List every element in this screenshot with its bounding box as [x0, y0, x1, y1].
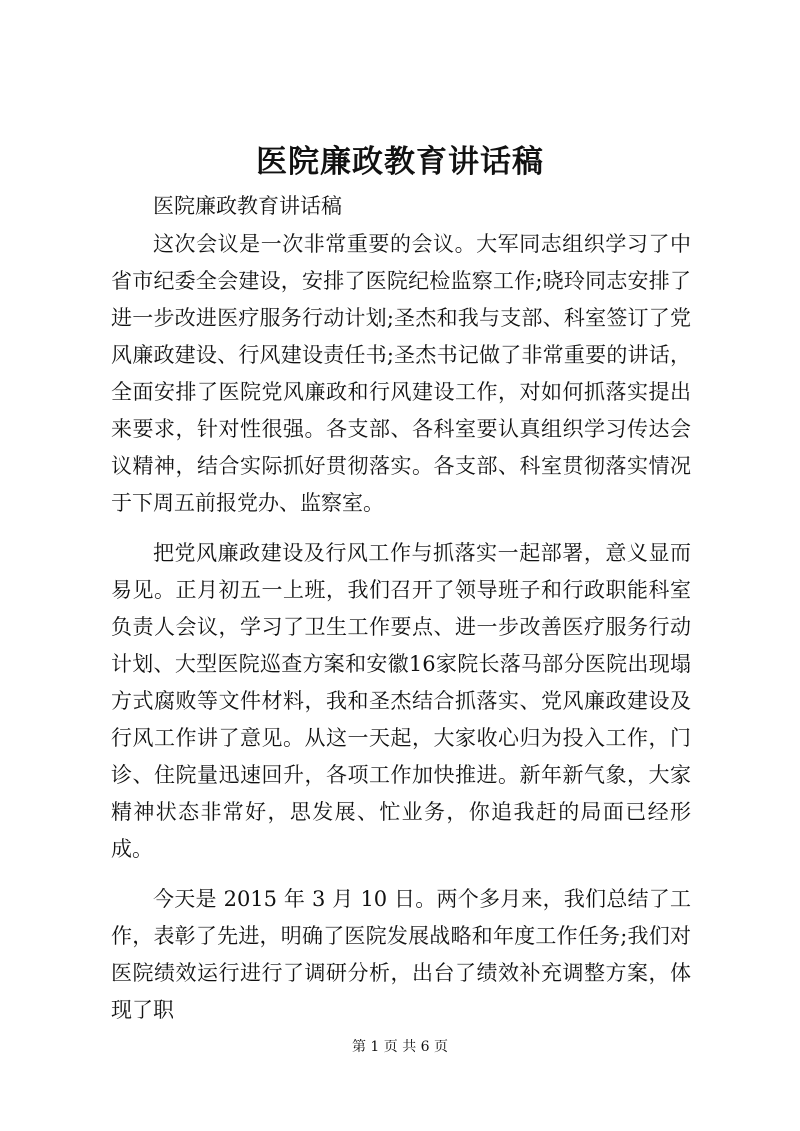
paragraph-1: 这次会议是一次非常重要的会议。大军同志组织学习了中省市纪委全会建设，安排了医院纪检监察工作;晓玲同志安排了进一步改进医疗服务行动计划;圣杰和我与支部、科室签订了党风廉政建设、行风建设责任书;圣杰书记做了非常重要的讲话，全面安排了医院党风廉政和行风建设工作，对如何抓落实提出来要求，针对性很强。各支部、各科室要认真组织学习传达会议精神，结合实际抓好贯彻落实。各支部、科室贯彻落实情况于下周五前报党办、监察室。 [111, 232, 691, 515]
paragraph-2: 把党风廉政建设及行风工作与抓落实一起部署，意义显而易见。正月初五一上班，我们召开了领导班子和行政职能科室负责人会议，学习了卫生工作要点、进一步改善医疗服务行动计划、大型医院巡查方案和安徽16家院长落马部分医院出现塌方式腐败等文件材料，我和圣杰结合抓落实、党风廉政建设及行风工作讲了意见。从这一天起，大家收心归为投入工作，门诊、住院量迅速回升，各项工作加快推进。新年新气象，大家精神状态非常好，思发展、忙业务，你追我赶的局面已经形成。 [111, 541, 691, 861]
document-title: 医院廉政教育讲话稿 [256, 144, 544, 180]
paragraph-3: 今天是 2015 年 3 月 10 日。两个多月来，我们总结了工作，表彰了先进，明确了医院发展战略和年度工作任务;我们对医院绩效运行进行了调研分析，出台了绩效补充调整方案，体现了职 [111, 887, 691, 1022]
page-footer: 第 1 页 共 6 页 [351, 1039, 449, 1055]
document-subtitle: 医院廉政教育讲话稿 [153, 194, 342, 218]
document-body [111, 188, 691, 1042]
